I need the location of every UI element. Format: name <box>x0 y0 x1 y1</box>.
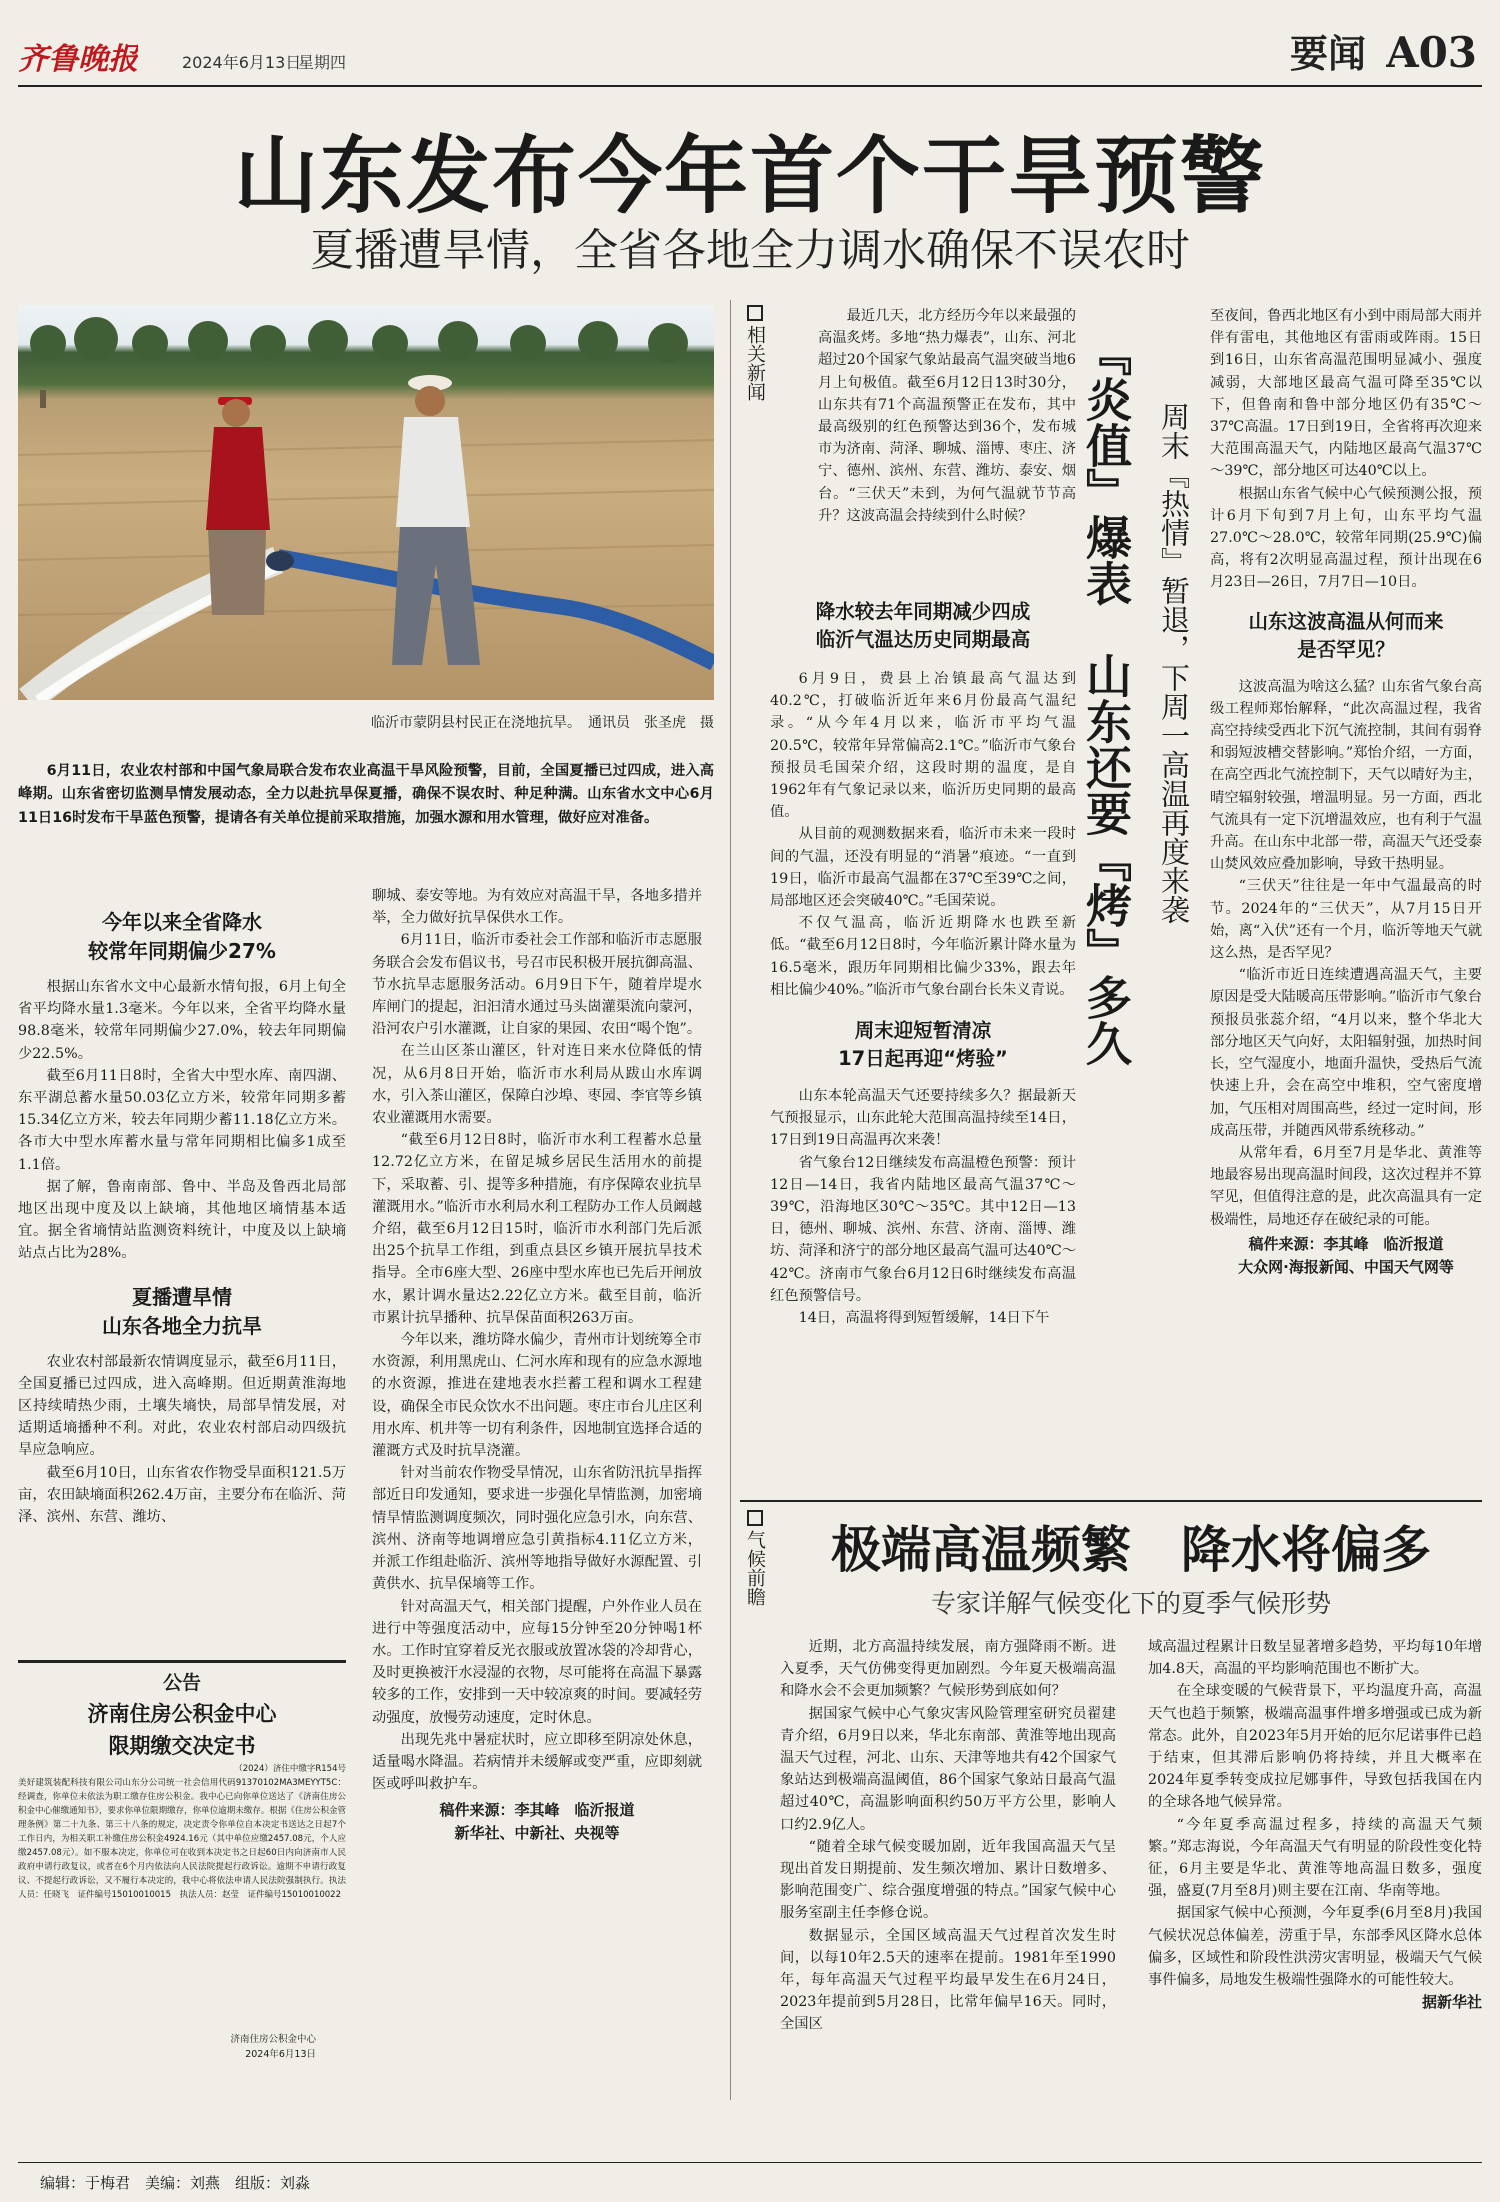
climate-source: 据新华社 <box>1421 1993 1482 2012</box>
climate-colB-paragraph: 在全球变暖的气候背景下，平均温度升高，高温天气也趋于频繁，极端高温事件增多增强或已成为新常态。此外，自2023年5月开始的厄尔尼诺事件已趋于结束，但其滞后影响仍将持续，并且大概率在2024年夏季转变成拉尼娜事件，导致包括我国在内的全球各地气候异常。 <box>1148 1683 1482 1811</box>
notice-body: 美好建筑装配科技有限公司山东分公司统一社会信用代码91370102MA3MEYYT5C：经调查，你单位未依法为职工缴存住房公积金。我中心已向你单位送达了《济南住房公积金中心催缴通知书》，要求你单位限期缴存，你单位逾期未缴存。根据《住房公积金管理条例》第二十九条、第三十八条的规定，决定责令你单位自本决定书送达之日起7个工作日内，为相关职工补缴住房公积金4924.16元（其中单位应缴2457.08元，个人应缴2457.08元）。如不服本决定，你单位可在收到本决定书之日起60日内向济南市人民政府申请行政复议，或者在6个月内依法向人民法院提起行政诉讼。逾期不申请行政复议、不提起行政诉讼，又不履行本决定的，我中心将依法申请人民法院强制执行。执法人员：任晓飞 证件编号15010010015 执法人员：赵莹 证件编号15010010022 <box>18 1778 346 1900</box>
issue-weekday: 星期四 <box>298 53 347 72</box>
climate-section-rule <box>740 1500 1482 1502</box>
col2-paragraph: “截至6月12日8时，临沂市水利工程蓄水总量12.72亿立方米，在留足城乡居民生活用水的前提下，采取蓄、引、提等多种措施，有序保障农业抗旱灌溉用水。”临沂市水利局水利工程防办工作人员阚越介绍，截至6月12日15时，临沂市水利部门先后派出25个抗旱工作组，到重点县区乡镇开展抗旱技术指导。全市6座大型、26座中型水库也已先后开闸放水，累计调水量达2.22亿立方米。截至目前，临沂市累计抗旱播种、抗旱保苗面积263万亩。 <box>372 1132 702 1326</box>
col1-heading-2 <box>18 1283 346 1341</box>
related-colA-paragraph: 省气象台12日继续发布高温橙色预警：预计12日—14日，我省内陆地区最高气温37℃～39℃，沿海地区30℃～35℃。其中12日—13日，德州、聊城、滨州、东营、济南、淄博、潍坊、菏泽和济宁的部分地区最高气温可达40℃～42℃。济南市气象台6月12日6时继续发布高温红色预警信号。 <box>770 1154 1076 1304</box>
related-colA-heading-2-line1: 周末迎短暂清凉 <box>854 1019 992 1043</box>
section-label-text: 相关新闻 <box>744 325 766 401</box>
notice-top-rule <box>18 1660 346 1663</box>
col1-paragraph: 根据山东省水文中心最新水情旬报，6月上旬全省平均降水量1.3毫米。今年以来，全省平均降水量98.8毫米，较常年同期偏少27.0%，较去年同期偏少22.5%。 <box>18 979 346 1062</box>
col2-paragraph: 针对当前农作物受旱情况，山东省防汛抗旱指挥部近日印发通知，要求进一步强化旱情监测，加密墒情旱情监测调度频次，同时强化应急引水，向东营、滨州、济南等地调增应急引黄指标4.11亿立方米，并派工作组赴临沂、滨州等地指导做好水源配置、引黄供水、抗旱保墒等工作。 <box>372 1465 702 1593</box>
column-divider <box>730 300 731 2100</box>
related-colB-heading <box>1210 608 1482 664</box>
related-colA-heading-1-line2: 临沂气温达历史同期最高 <box>815 628 1031 651</box>
vertical-headline-1: 『炎值』爆表 山东还要『烤』多久 <box>1079 330 1133 1066</box>
col2 <box>372 885 702 2082</box>
photo-caption: 临沂市蒙阴县村民正在浇地抗旱。 通讯员 张圣虎 摄 <box>371 715 714 731</box>
notice-date: 2024年6月13日 <box>245 2049 316 2060</box>
related-colB-paragraph: “三伏天”往往是一年中气温最高的时节。2024年的“三伏天”，从7月15日开始，离“入伏”还有一个月，临沂等地天气就这么热，是否罕见？ <box>1210 878 1482 962</box>
climate-colA <box>780 1636 1116 2101</box>
climate-colA-paragraph: 近期，北方高温持续发展，南方强降雨不断。进入夏季，天气仿佛变得更加剧烈。今年夏天极端高温和降水会不会更加频繁？气候形势到底如何？ <box>780 1639 1116 1700</box>
related-colB-paragraph: 根据山东省气候中心气候预测公报，预计6月下旬到7月上旬，山东平均气温27.0℃～28.0℃，较常年同期(25.9℃)偏高，将有2次明显高温过程，预计出现在6月23日—26日，7月7日—10日。 <box>1210 485 1482 591</box>
col2-paragraph: 今年以来，潍坊降水偏少，青州市计划统筹全市水资源，利用黑虎山、仁河水库和现有的应急水源地的水资源，推进在建地表水拦蓄工程和调水工程建设，确保全市民众饮水不出问题。枣庄市台儿庄区利用水库、机井等一切有利条件，因地制宜选择合适的灌溉方式及时抗旱浇灌。 <box>372 1332 702 1460</box>
related-colA-paragraph: 山东本轮高温天气还要持续多久？据最新天气预报显示，山东此轮大范围高温持续至14日，17日到19日高温再次来袭！ <box>770 1088 1076 1149</box>
section-label-text: 气候前瞻 <box>744 1530 766 1606</box>
issue-date: 2024年6月13日 <box>182 53 302 72</box>
col1-heading-1 <box>18 908 346 966</box>
newspaper-logo: 齐鲁晚报 <box>18 42 138 77</box>
related-vertical-title-2 <box>1154 402 1200 982</box>
col1-paragraph: 截至6月11日8时，全省大中型水库、南四湖、东平湖总蓄水量50.03亿立方米，较常年同期多蓄15.34亿立方米，较去年同期少蓄11.18亿立方米。各市大中型水库蓄水量与常年同期相比偏多1成至1.1倍。 <box>18 1067 346 1173</box>
notice-title-1: 济南住房公积金中心 <box>87 1702 277 1726</box>
photo-illustration <box>18 305 714 700</box>
headline-title: 山东发布今年首个干旱预警 <box>233 128 1266 224</box>
climate-colB-paragraph: “今年夏季高温过程多，持续的高温天气频繁。”郑志海说，今年高温天气有明显的阶段性变化特征，6月主要是华北、黄淮等地高温日数多，强度强，盛夏(7月至8月)则主要在江南、华南等地。 <box>1148 1816 1482 1900</box>
col1-heading-2-line2: 山东各地全力抗旱 <box>102 1313 262 1338</box>
notice-org: 济南住房公积金中心 <box>230 2034 316 2045</box>
col2-paragraph: 针对高温天气，相关部门提醒，户外作业人员在进行中等强度活动中，应每15分钟至20分钟喝1杯水。工作时宜穿着反光衣服或放置冰袋的冷却背心，及时更换被汗水浸湿的衣物，尽可能将在高温下暴露较多的工作，安排到一天中较凉爽的时间。要减轻劳动强度，放慢劳动速度，定时休息。 <box>372 1598 702 1726</box>
col2-paragraph: 在兰山区茶山灌区，针对连日来水位降低的情况，从6月8日开始，临沂市水利局从跋山水库调水，引入茶山灌区，保障白沙埠、枣园、李官等乡镇农业灌溉用水需要。 <box>372 1043 702 1127</box>
related-colA-heading-1-line1: 降水较去年同期减少四成 <box>815 600 1031 623</box>
climate-colA-paragraph: 数据显示，全国区域高温天气过程首次发生时间，以每10年2.5天的速率在提前。1981年至1990年，每年高温天气过程平均最早发生在6月24日，2023年提前到5月28日，比常年偏早16天。同时，全国区 <box>780 1927 1116 2033</box>
related-colA-body <box>770 598 1076 1506</box>
col1-paragraph: 农业农村部最新农情调度显示，截至6月11日，全国夏播已过四成，进入高峰期。但近期黄淮海地区持续晴热少雨，土壤失墒快，局部旱情发展，对适期适墒播种不利。对此，农业农村部启动四级抗旱应急响应。 <box>18 1353 346 1459</box>
col2-source-1: 稿件来源：李其峰 临沂报道 <box>439 1801 635 1820</box>
col1-paragraph: 截至6月10日，山东省农作物受旱面积121.5万亩，农田缺墒面积262.4万亩，主要分布在临沂、菏泽、滨州、东营、潍坊、 <box>18 1464 346 1526</box>
climate-colB <box>1148 1636 1482 2101</box>
related-vertical-title-1 <box>1076 330 1146 1070</box>
related-colA-paragraph: 从目前的观测数据来看，临沂市未来一段时间的气温，还没有明显的“消暑”痕迹。“一直到19日，临沂市最高气温都在37℃至39℃之间，局部地区还会突破40℃。”毛国荣说。 <box>770 826 1076 910</box>
related-colB-heading-line2: 是否罕见？ <box>1297 637 1395 661</box>
col1-paragraph: 据了解，鲁南南部、鲁中、半岛及鲁西北局部地区出现中度及以上缺墒，其他地区墒情基本适宜。据全省墒情站监测资料统计，中度及以上缺墒站点占比为28%。 <box>18 1178 346 1262</box>
related-colB-heading-line1: 山东这波高温从何而来 <box>1248 609 1444 633</box>
col1-heading-1-line1: 今年以来全省降水 <box>102 910 262 934</box>
col1-heading-2-line1: 夏播遭旱情 <box>132 1284 232 1309</box>
climate-subtitle: 专家详解气候变化下的夏季气候形势 <box>930 1589 1331 1618</box>
related-colA-paragraph: 6月9日，费县上冶镇最高气温达到40.2℃，打破临沂近年来6月份最高气温纪录。“从今年4月以来，临沂市平均气温20.5℃，较常年异常偏高2.1℃。”临沂市气象台预报员毛国荣介绍，这段时期的温度，是自1962年有气象记录以来，临沂历史同期的最高值。 <box>770 671 1076 821</box>
related-source-1: 稿件来源：李其峰 临沂报道 <box>1248 1234 1444 1253</box>
related-colA-heading-1 <box>770 598 1076 654</box>
climate-title: 极端高温频繁 降水将偏多 <box>831 1520 1431 1579</box>
section-label-related-news <box>742 305 768 425</box>
section-label-climate <box>742 1510 768 1630</box>
col1-heading-1-line2: 较常年同期偏少27% <box>88 939 276 963</box>
footer-credits: 编辑：于梅君 美编：刘燕 组版：刘淼 <box>40 2174 311 2192</box>
notice-title-2: 限期缴交决定书 <box>108 1734 256 1758</box>
section-label-box-icon <box>747 1510 763 1526</box>
section-name: 要闻 <box>1290 31 1367 76</box>
col2-paragraph: 6月11日，临沂市委社会工作部和临沂市志愿服务联合会发布倡议书，号召市民积极开展抗御高温、节水抗旱志愿服务活动。6月9日下午，随着岸堤水库闸门的提起，汩汩清水通过马头崮灌渠流向蒙河，沿河农户引水灌溉，让自家的果园、农田“喝个饱”。 <box>372 932 702 1038</box>
related-colB <box>1210 305 1482 1475</box>
related-colB-paragraph: 从常年看，6月至7月是华北、黄淮等地最容易出现高温时间段，这次过程并不算罕见，但值得注意的是，此次高温具有一定极端性，局地还存在破纪录的可能。 <box>1210 1144 1482 1228</box>
related-colA-heading-2 <box>770 1017 1076 1073</box>
col2-source-2: 新华社、中新社、央视等 <box>454 1824 620 1843</box>
related-colA-paragraph: 14日，高温将得到短暂缓解，14日下午 <box>798 1310 1050 1327</box>
col2-paragraph: 出现先兆中暑症状时，应立即移至阴凉处休息，适量喝水降温。若病情并未缓解或变严重，应即刻就医或呼叫救护车。 <box>372 1731 702 1793</box>
notice-box <box>18 1668 346 2083</box>
related-colA-heading-2-line2: 17日起再迎“烤验” <box>838 1047 1008 1071</box>
related-source-2: 大众网·海报新闻、中国天气网等 <box>1238 1257 1454 1276</box>
drought-photo <box>18 305 714 700</box>
notice-docno: （2024）济住中缴字R154号 <box>234 1764 346 1774</box>
col1 <box>18 900 346 1670</box>
headline-subtitle: 夏播遭旱情，全省各地全力调水确保不误农时 <box>310 225 1190 276</box>
related-intro-paragraph: 最近几天，北方经历今年以来最强的高温炙烤。多地“热力爆表”，山东、河北超过20个国家气象站最高气温突破当地6月上旬极值。截至6月12日13时30分，山东共有71个高温预警正在发布，其中最高级别的红色预警达到36个，发布城市为济南、菏泽、聊城、淄博、枣庄、济宁、德州、滨州、东营、潍坊、泰安、烟台。“三伏天”未到，为何气温就节节高升？这波高温会持续到什么时候？ <box>818 308 1076 524</box>
section-label-box-icon <box>747 305 763 321</box>
climate-colA-paragraph: 据国家气候中心气象灾害风险管理室研究员翟建青介绍，6月9日以来，华北东南部、黄淮等地出现高温天气过程，河北、山东、天津等地共有42个国家气象站达到极端高温阈值，86个国家气象站日最高气温超过40℃，高温影响面积约50万平方公里，影响人口约2.9亿人。 <box>780 1705 1116 1833</box>
climate-colB-paragraph: 域高温过程累计日数呈显著增多趋势，平均每10年增加4.8天，高温的平均影响范围也不断扩大。 <box>1148 1639 1482 1678</box>
masthead-rule <box>18 85 1482 87</box>
footer-rule <box>18 2162 1482 2163</box>
col2-paragraph: 聊城、泰安等地。为有效应对高温干旱，各地多措并举，全力做好抗旱保供水工作。 <box>372 888 702 927</box>
climate-colB-paragraph: 据国家气候中心预测，今年夏季(6月至8月)我国气候状况总体偏差，涝重于旱，东部季风区降水总体偏多，区域性和阶段性洪涝灾害明显，极端天气气候事件偏多，局地发生极端性强降水的可能性较大。 <box>1148 1905 1482 1989</box>
vertical-headline-2: 周末『热情』暂退，下周一高温再度来袭 <box>1157 402 1191 924</box>
related-colB-paragraph: “临沂市近日连续遭遇高温天气，主要原因是受大陆暖高压带影响。”临沂市气象台预报员张蕊介绍，“4月以来，整个华北大部分地区天气向好，太阳辐射强，加热时间长，空气湿度小，地面升温快，受热后气流快速上升，会在高空中堆积，空气密度增加，气压相对周围高些，经过一定时间，形成高压带，并随西风带系统移动。” <box>1210 967 1482 1139</box>
page-number: A03 <box>1386 28 1478 77</box>
notice-label: 公告 <box>162 1672 201 1694</box>
related-colB-paragraph: 这波高温为啥这么猛？山东省气象台高级工程师郑怡解释，“此次高温过程，我省高空持续受西北下沉气流控制，其间有弱脊和弱短波槽交替影响。”郑怡介绍，一方面，在高空西北气流控制下，天气以晴好为主，晴空辐射较强，增温明显。另一方面，西北气流具有一定下沉增温效应，也有利于气温升高。在山东中北部一带，高温天气还受泰山焚风效应叠加影响，导致干热明显。 <box>1210 678 1482 873</box>
related-colA-intro <box>818 305 1076 590</box>
related-colB-paragraph: 至夜间，鲁西北地区有小到中雨局部大雨并伴有雷电，其他地区有雷雨或阵雨。15日到16日，山东省高温范围明显减小、强度减弱，大部地区最高气温可降至35℃以下，但鲁南和鲁中部分地区仍有35℃～37℃高温。17日到19日，全省将再次迎来大范围高温天气，内陆地区最高气温37℃～39℃，部分地区可达40℃以上。 <box>1210 308 1482 480</box>
lead-paragraph: 6月11日，农业农村部和中国气象局联合发布农业高温干旱风险预警，目前，全国夏播已过四成，进入高峰期。山东省密切监测旱情发展动态，全力以赴抗旱保夏播，确保不误农时、种足种满。山东省水文中心6月11日16时发布干旱蓝色预警，提请各有关单位提前采取措施，加强水源和用水管理，做好应对准备。 <box>18 763 714 826</box>
related-colA-paragraph: 不仅气温高，临沂近期降水也跌至新低。“截至6月12日8时，今年临沂累计降水量为16.5毫米，跟历年同期相比偏少33%，跟去年相比偏少40%。”临沂市气象台副台长朱义青说。 <box>770 915 1076 998</box>
masthead <box>0 0 1500 88</box>
climate-colA-paragraph: “随着全球气候变暖加剧，近年我国高温天气呈现出首发日期提前、发生频次增加、累计日数增多、影响范围变广、综合强度增强的特点。”国家气候中心服务室副主任李修仓说。 <box>780 1838 1116 1922</box>
